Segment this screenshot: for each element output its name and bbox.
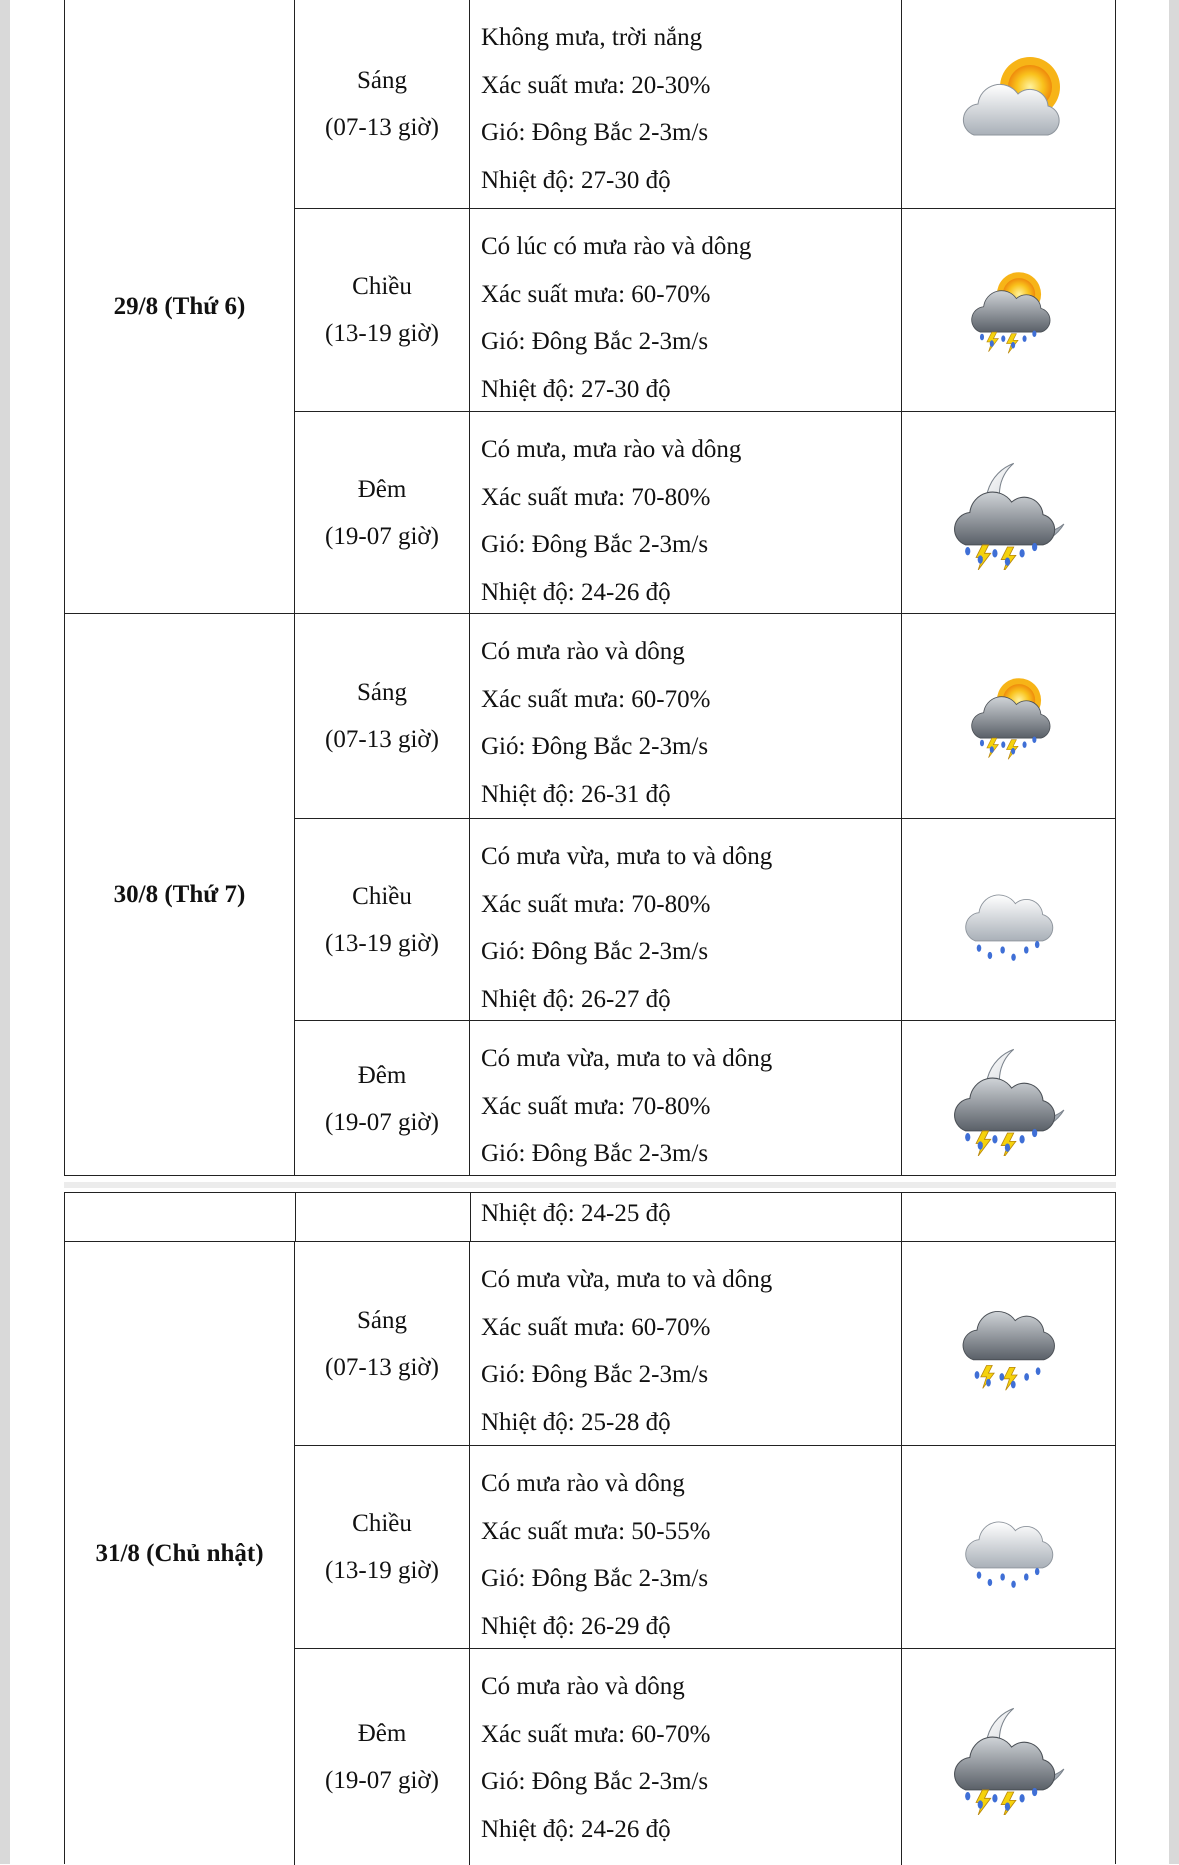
period-cell — [295, 1446, 470, 1648]
period-cell — [295, 1021, 470, 1176]
period-name: Sáng — [357, 1306, 407, 1334]
period-hours: (07-13 giờ) — [325, 114, 439, 141]
period-name: Sáng — [357, 679, 407, 706]
empty-cell — [295, 1193, 471, 1241]
period-cell — [295, 819, 470, 1020]
forecast-row — [295, 0, 1115, 208]
forecast-line: Xác suất mưa: 70-80% — [481, 483, 711, 511]
period-name: Đêm — [357, 1061, 407, 1089]
forecast-table-page2 — [64, 1241, 1116, 1864]
forecast-line: Có mưa rào và dông — [481, 1470, 685, 1497]
period-cell — [295, 614, 470, 818]
forecast-description — [470, 412, 902, 613]
forecast-line: Gió: Đông Bắc 2-3m/s — [481, 733, 709, 760]
rain-cloud-icon — [902, 1446, 1115, 1648]
forecast-description — [470, 1446, 902, 1648]
forecast-line: Gió: Đông Bắc 2-3m/s — [481, 531, 709, 558]
forecast-line: Gió: Đông Bắc 2-3m/s — [481, 1361, 709, 1388]
forecast-line: Nhiệt độ: 24-26 độ — [481, 1815, 671, 1843]
forecast-line: Có mưa vừa, mưa to và dông — [481, 1266, 773, 1293]
moon-thunderstorm-icon — [902, 1021, 1115, 1176]
forecast-line: Có mưa rào và dông — [481, 1673, 685, 1700]
period-hours: (13-19 giờ) — [325, 1557, 439, 1584]
period-hours: (07-13 giờ) — [325, 726, 439, 753]
forecast-description — [470, 0, 902, 208]
forecast-line: Có mưa, mưa rào và dông — [481, 436, 742, 463]
page-edge-left — [0, 0, 10, 1864]
forecast-line: Có lúc có mưa rào và dông — [481, 233, 752, 260]
period-name: Chiều — [352, 273, 412, 300]
forecast-row — [295, 613, 1115, 818]
day-label: 31/8 (Chủ nhật) — [65, 1242, 295, 1865]
forecast-line: Nhiệt độ: 26-31 độ — [481, 780, 671, 808]
day-label: 30/8 (Thứ 7) — [65, 613, 295, 1176]
forecast-line: Xác suất mưa: 60-70% — [481, 280, 711, 308]
forecast-line: Xác suất mưa: 60-70% — [481, 685, 711, 713]
forecast-line: Xác suất mưa: 50-55% — [481, 1517, 711, 1545]
sun-thunderstorm-icon — [902, 614, 1115, 818]
forecast-line: Xác suất mưa: 70-80% — [481, 1092, 711, 1120]
period-cell — [295, 1649, 470, 1865]
forecast-line: Xác suất mưa: 60-70% — [481, 1720, 711, 1748]
forecast-description — [470, 1649, 902, 1865]
continuation-text: Nhiệt độ: 24-25 độ — [470, 1193, 902, 1241]
forecast-line: Nhiệt độ: 26-27 độ — [481, 985, 671, 1013]
period-name: Chiều — [352, 882, 412, 910]
period-hours: (19-07 giờ) — [325, 522, 439, 550]
forecast-line: Nhiệt độ: 26-29 độ — [481, 1612, 671, 1640]
forecast-line: Gió: Đông Bắc 2-3m/s — [481, 938, 709, 965]
forecast-line: Có mưa vừa, mưa to và dông — [481, 1045, 773, 1072]
forecast-line: Có mưa vừa, mưa to và dông — [481, 843, 773, 870]
period-hours: (07-13 giờ) — [325, 1353, 439, 1381]
period-cell — [295, 0, 470, 208]
period-name: Đêm — [357, 475, 407, 503]
forecast-row — [295, 818, 1115, 1020]
sun-cloud-icon — [902, 0, 1115, 208]
empty-cell — [65, 1193, 296, 1241]
forecast-row — [295, 1648, 1115, 1865]
forecast-line: Gió: Đông Bắc 2-3m/s — [481, 119, 709, 146]
thunderstorm-icon — [902, 1242, 1115, 1445]
period-name: Đêm — [357, 1720, 407, 1747]
continuation-row — [64, 1192, 1116, 1242]
forecast-line: Gió: Đông Bắc 2-3m/s — [481, 1140, 709, 1167]
forecast-row — [295, 1020, 1115, 1176]
forecast-line: Không mưa, trời nắng — [481, 24, 703, 51]
forecast-line: Có mưa rào và dông — [481, 638, 685, 665]
forecast-line: Nhiệt độ: 24-26 độ — [481, 578, 671, 606]
forecast-line: Xác suất mưa: 70-80% — [481, 890, 711, 918]
forecast-description — [470, 819, 902, 1020]
period-hours: (19-07 giờ) — [325, 1108, 439, 1136]
moon-thunderstorm-icon — [902, 412, 1115, 613]
forecast-line: Nhiệt độ: 27-30 độ — [481, 375, 671, 403]
forecast-row — [295, 208, 1115, 411]
forecast-description — [470, 209, 902, 411]
forecast-row — [295, 1445, 1115, 1648]
period-name: Sáng — [357, 67, 407, 94]
forecast-description — [470, 614, 902, 818]
moon-thunderstorm-icon — [902, 1649, 1115, 1865]
sun-thunderstorm-icon — [902, 209, 1115, 411]
period-cell — [295, 1242, 470, 1445]
page-edge-right — [1169, 0, 1179, 1864]
period-cell — [295, 412, 470, 613]
rain-cloud-icon — [902, 819, 1115, 1020]
forecast-description — [470, 1242, 902, 1445]
page-break — [64, 1182, 1116, 1188]
day-label: 29/8 (Thứ 6) — [65, 0, 295, 613]
forecast-row — [295, 411, 1115, 613]
forecast-line: Gió: Đông Bắc 2-3m/s — [481, 328, 709, 355]
forecast-line: Xác suất mưa: 20-30% — [481, 71, 711, 99]
forecast-line: Gió: Đông Bắc 2-3m/s — [481, 1768, 709, 1795]
forecast-line: Nhiệt độ: 27-30 độ — [481, 166, 671, 194]
period-cell — [295, 209, 470, 411]
forecast-table-page1 — [64, 0, 1116, 1176]
forecast-line: Xác suất mưa: 60-70% — [481, 1313, 711, 1341]
period-hours: (19-07 giờ) — [325, 1767, 439, 1794]
period-name: Chiều — [352, 1510, 412, 1537]
forecast-line: Gió: Đông Bắc 2-3m/s — [481, 1565, 709, 1592]
forecast-row — [295, 1242, 1115, 1445]
period-hours: (13-19 giờ) — [325, 320, 439, 347]
period-hours: (13-19 giờ) — [325, 929, 439, 957]
forecast-description — [470, 1021, 902, 1176]
forecast-line: Nhiệt độ: 25-28 độ — [481, 1408, 671, 1436]
